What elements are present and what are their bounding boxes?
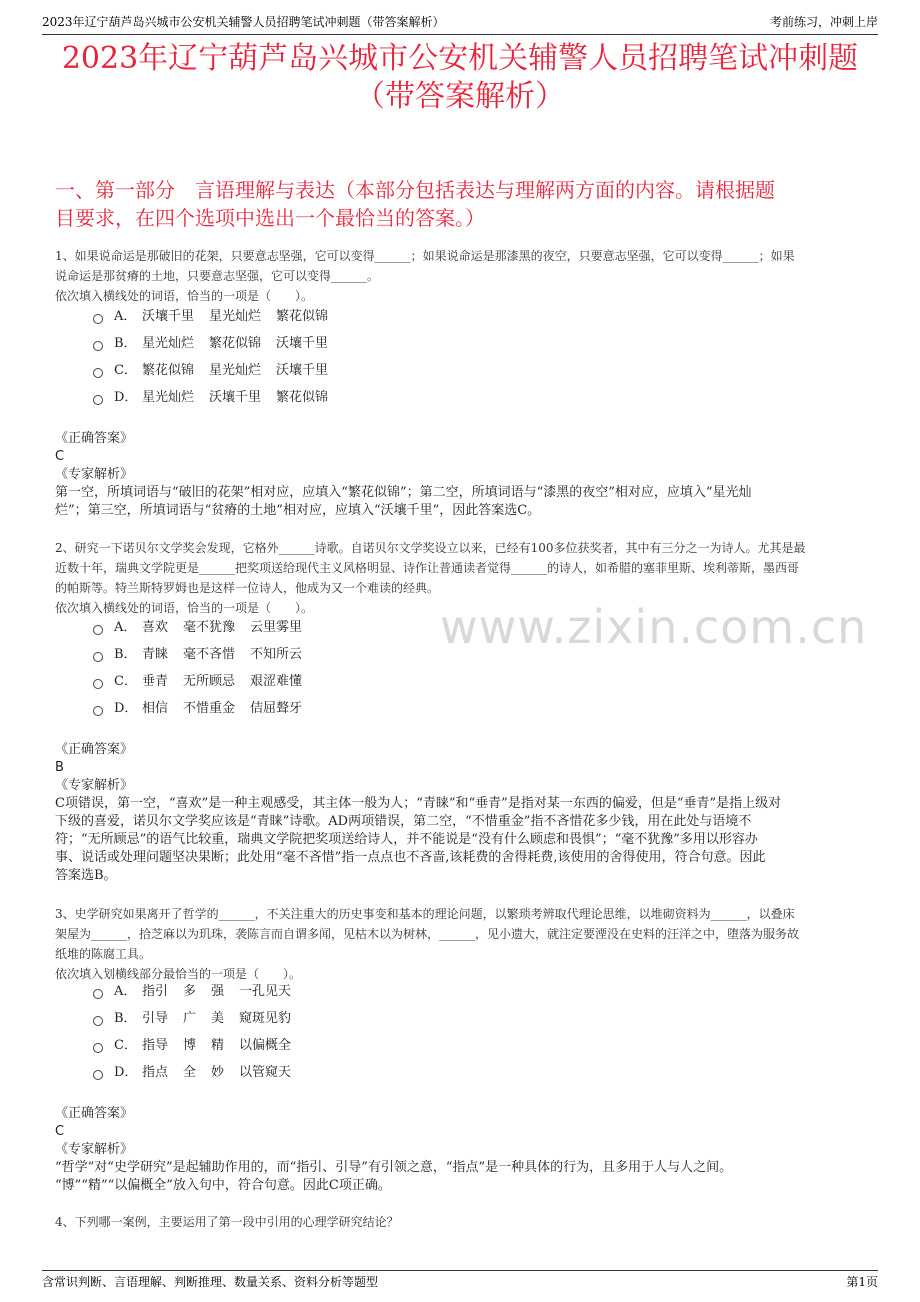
question-3-option-c[interactable]	[93, 1036, 306, 1056]
option-word: 艰涩难懂	[250, 674, 303, 689]
question-2-stem	[55, 538, 865, 618]
option-word: 星光灿烂	[142, 390, 195, 405]
option-word: 繁花似锦	[276, 309, 329, 324]
question-3-answer	[55, 1105, 868, 1195]
option-word: 不惜重金	[183, 701, 236, 716]
option-word: 无所顾忌	[183, 674, 236, 689]
option-word: 指点	[142, 1065, 169, 1080]
analysis-line: “博”“精”“以偏概全”放入句中，符合句意。因此C项正确。	[55, 1178, 391, 1193]
watermark: www.zixin.com.cn	[440, 600, 868, 654]
radio-icon[interactable]	[93, 989, 103, 999]
option-word: 全	[183, 1065, 197, 1080]
question-text-line: 4、下列哪一案例，主要运用了第一段中引用的心理学研究结论？	[55, 1215, 399, 1229]
option-letter: A．	[114, 309, 137, 324]
radio-icon[interactable]	[93, 706, 103, 716]
page-footer	[42, 1270, 878, 1289]
option-word: 毫不犹豫	[183, 620, 236, 635]
question-text-line: 的帕斯等。特兰斯特罗姆也是这样一位诗人，他成为又一个难读的经典。	[55, 581, 440, 595]
option-word: 博	[183, 1038, 197, 1053]
question-text-line: 依次填入横线处的词语，恰当的一项是（ ）。	[55, 601, 314, 615]
header-slogan: 考前练习，冲刺上岸	[769, 15, 878, 29]
radio-icon[interactable]	[93, 1043, 103, 1053]
title-line-1: 2023年辽宁葫芦岛兴城市公安机关辅警人员招聘笔试冲刺题	[61, 41, 859, 76]
question-1-option-b[interactable]	[93, 334, 343, 354]
option-word: 星光灿烂	[209, 309, 262, 324]
option-word: 一孔见天	[239, 984, 292, 999]
option-letter: A．	[114, 620, 137, 635]
radio-icon[interactable]	[93, 1070, 103, 1080]
option-word: 沃壤千里	[276, 336, 329, 351]
option-word: 星光灿烂	[142, 336, 195, 351]
question-text-line: 说命运是那贫瘠的土地，只要意志坚强，它可以变得______。	[55, 269, 380, 283]
option-word: 毫不吝惜	[183, 647, 236, 662]
radio-icon[interactable]	[93, 395, 103, 405]
question-3-option-a[interactable]	[93, 982, 306, 1002]
question-1-stem	[55, 246, 865, 306]
option-letter: B．	[114, 336, 137, 351]
radio-icon[interactable]	[93, 625, 103, 635]
option-letter: D．	[114, 701, 138, 716]
option-word: 美	[211, 1011, 225, 1026]
option-word: 沃壤千里	[276, 363, 329, 378]
analysis-line: C项错误，第一空，“喜欢”是一种主观感受，其主体一般为人；“青睐”和“垂青”是指对某一东西的偏爱，但是“垂青”是指上级对	[55, 796, 782, 811]
analysis-line: 烂”；第三空，所填词语与“贫瘠的土地”相对应，应填入“沃壤千里”，因此答案选C。	[55, 503, 541, 518]
option-word: 以偏概全	[239, 1038, 292, 1053]
option-letter: D．	[114, 390, 138, 405]
radio-icon[interactable]	[93, 341, 103, 351]
page-title	[0, 40, 920, 116]
option-word: 繁花似锦	[209, 336, 262, 351]
option-word: 繁花似锦	[276, 390, 329, 405]
answer-value: C	[55, 449, 65, 464]
page-number: 第1页	[846, 1275, 878, 1289]
question-1-option-c[interactable]	[93, 361, 343, 381]
question-text-line: 架屋为______，拾芝麻以为玑珠，袭陈言而自谓多闻，见枯木以为树林，______，见小遗大，就注定要湮没在史料的汪洋之中，堕落为服务故	[55, 927, 800, 941]
option-word: 喜欢	[142, 620, 169, 635]
question-2-option-b[interactable]	[93, 645, 317, 665]
analysis-line: 答案选B。	[55, 868, 117, 883]
radio-icon[interactable]	[93, 652, 103, 662]
answer-value: B	[55, 760, 64, 775]
option-word: 青睐	[142, 647, 169, 662]
question-1-answer	[55, 430, 868, 520]
page-header	[42, 12, 878, 35]
analysis-label: 《专家解析》	[55, 778, 134, 793]
option-letter: B．	[114, 1011, 137, 1026]
question-text-line: 依次填入横线处的词语，恰当的一项是（ ）。	[55, 289, 314, 303]
option-word: 妙	[211, 1065, 225, 1080]
analysis-label: 《专家解析》	[55, 1142, 134, 1157]
radio-icon[interactable]	[93, 679, 103, 689]
question-text-line: 2、研究一下诺贝尔文学奖会发现，它格外______诗歌。自诺贝尔文学奖设立以来，已经有100多位获奖者，其中有三分之一为诗人。尤其是最	[55, 541, 806, 555]
section-heading-line-1: 一、第一部分 言语理解与表达（本部分包括表达与理解两方面的内容。请根据题	[55, 178, 775, 202]
answer-label: 《正确答案》	[55, 431, 134, 446]
analysis-line: 事、说话或处理问题坚决果断；此处用“毫不吝惜”指一点点也不吝啬,该耗费的舍得耗费,该使用的舍得使用，符合句意。因此	[55, 850, 766, 865]
option-word: 强	[211, 984, 225, 999]
question-4-stem	[55, 1212, 865, 1232]
analysis-line: “哲学”对“史学研究”是起辅助作用的，而“指引、引导”有引领之意，“指点”是一种具体的行为，且多用于人与人之间。	[55, 1160, 733, 1175]
title-line-2: （带答案解析）	[355, 79, 565, 114]
question-2-option-a[interactable]	[93, 618, 317, 638]
question-2-option-c[interactable]	[93, 672, 317, 692]
question-text-line: 纸堆的陈腐工具。	[55, 947, 152, 961]
question-2-answer	[55, 741, 868, 885]
option-word: 精	[211, 1038, 225, 1053]
answer-value: C	[55, 1124, 65, 1139]
question-text-line: 1、如果说命运是那破旧的花架，只要意志坚强，它可以变得______；如果说命运是那漆黑的夜空，只要意志坚强，它可以变得______；如果	[55, 249, 795, 263]
question-2-option-d[interactable]	[93, 699, 317, 719]
section-heading	[55, 176, 868, 232]
option-word: 繁花似锦	[142, 363, 195, 378]
option-letter: A．	[114, 984, 137, 999]
option-letter: C．	[114, 674, 137, 689]
question-1-option-a[interactable]	[93, 307, 343, 327]
answer-label: 《正确答案》	[55, 742, 134, 757]
option-word: 引导	[142, 1011, 169, 1026]
option-word: 不知所云	[250, 647, 303, 662]
option-word: 垂青	[142, 674, 169, 689]
option-word: 指引	[142, 984, 169, 999]
header-doc-title: 2023年辽宁葫芦岛兴城市公安机关辅警人员招聘笔试冲刺题（带答案解析）	[42, 15, 445, 29]
analysis-line: 符；“无所顾忌”的语气比较重，瑞典文学院把奖项送给诗人，并不能说是“没有什么顾虑和畏惧”；“毫不犹豫”多用以形容办	[55, 832, 758, 847]
radio-icon[interactable]	[93, 314, 103, 324]
option-word: 星光灿烂	[209, 363, 262, 378]
option-word: 以管窥天	[239, 1065, 292, 1080]
option-word: 佶屈聱牙	[250, 701, 303, 716]
question-text-line: 依次填入划横线部分最恰当的一项是（ ）。	[55, 967, 302, 981]
footer-topics: 含常识判断、言语理解、判断推理、数量关系、资料分析等题型	[42, 1275, 379, 1289]
option-letter: B．	[114, 647, 137, 662]
option-letter: C．	[114, 1038, 137, 1053]
analysis-label: 《专家解析》	[55, 467, 134, 482]
question-3-option-d[interactable]	[93, 1063, 306, 1083]
option-word: 相信	[142, 701, 169, 716]
analysis-line: 下级的喜爱，诺贝尔文学奖应该是“青睐”诗歌。AD两项错误，第二空，“不惜重金”指不吝惜花多少钱，用在此处与语境不	[55, 814, 752, 829]
question-3-stem	[55, 904, 865, 984]
option-letter: D．	[114, 1065, 138, 1080]
option-letter: C．	[114, 363, 137, 378]
option-word: 沃壤千里	[209, 390, 262, 405]
analysis-line: 第一空，所填词语与“破旧的花架”相对应，应填入“繁花似锦”；第二空，所填词语与“漆黑的夜空”相对应，应填入“星光灿	[55, 485, 752, 500]
option-word: 广	[183, 1011, 197, 1026]
question-1-option-d[interactable]	[93, 388, 343, 408]
question-3-option-b[interactable]	[93, 1009, 306, 1029]
option-word: 窥斑见豹	[239, 1011, 292, 1026]
question-text-line: 3、史学研究如果离开了哲学的______，不关注重大的历史事变和基本的理论问题，以繁琐考辨取代理论思维，以堆砌资料为______，以叠床	[55, 907, 795, 921]
option-word: 指导	[142, 1038, 169, 1053]
radio-icon[interactable]	[93, 368, 103, 378]
option-word: 沃壤千里	[142, 309, 195, 324]
question-text-line: 近数十年，瑞典文学院更是______把奖项送给现代主义风格明显、诗作让普通读者觉得______的诗人，如希腊的塞菲里斯、埃利蒂斯，墨西哥	[55, 561, 800, 575]
option-word: 多	[183, 984, 197, 999]
option-word: 云里雾里	[250, 620, 303, 635]
section-heading-line-2: 目要求，在四个选项中选出一个最恰当的答案。）	[55, 206, 485, 230]
answer-label: 《正确答案》	[55, 1106, 134, 1121]
radio-icon[interactable]	[93, 1016, 103, 1026]
